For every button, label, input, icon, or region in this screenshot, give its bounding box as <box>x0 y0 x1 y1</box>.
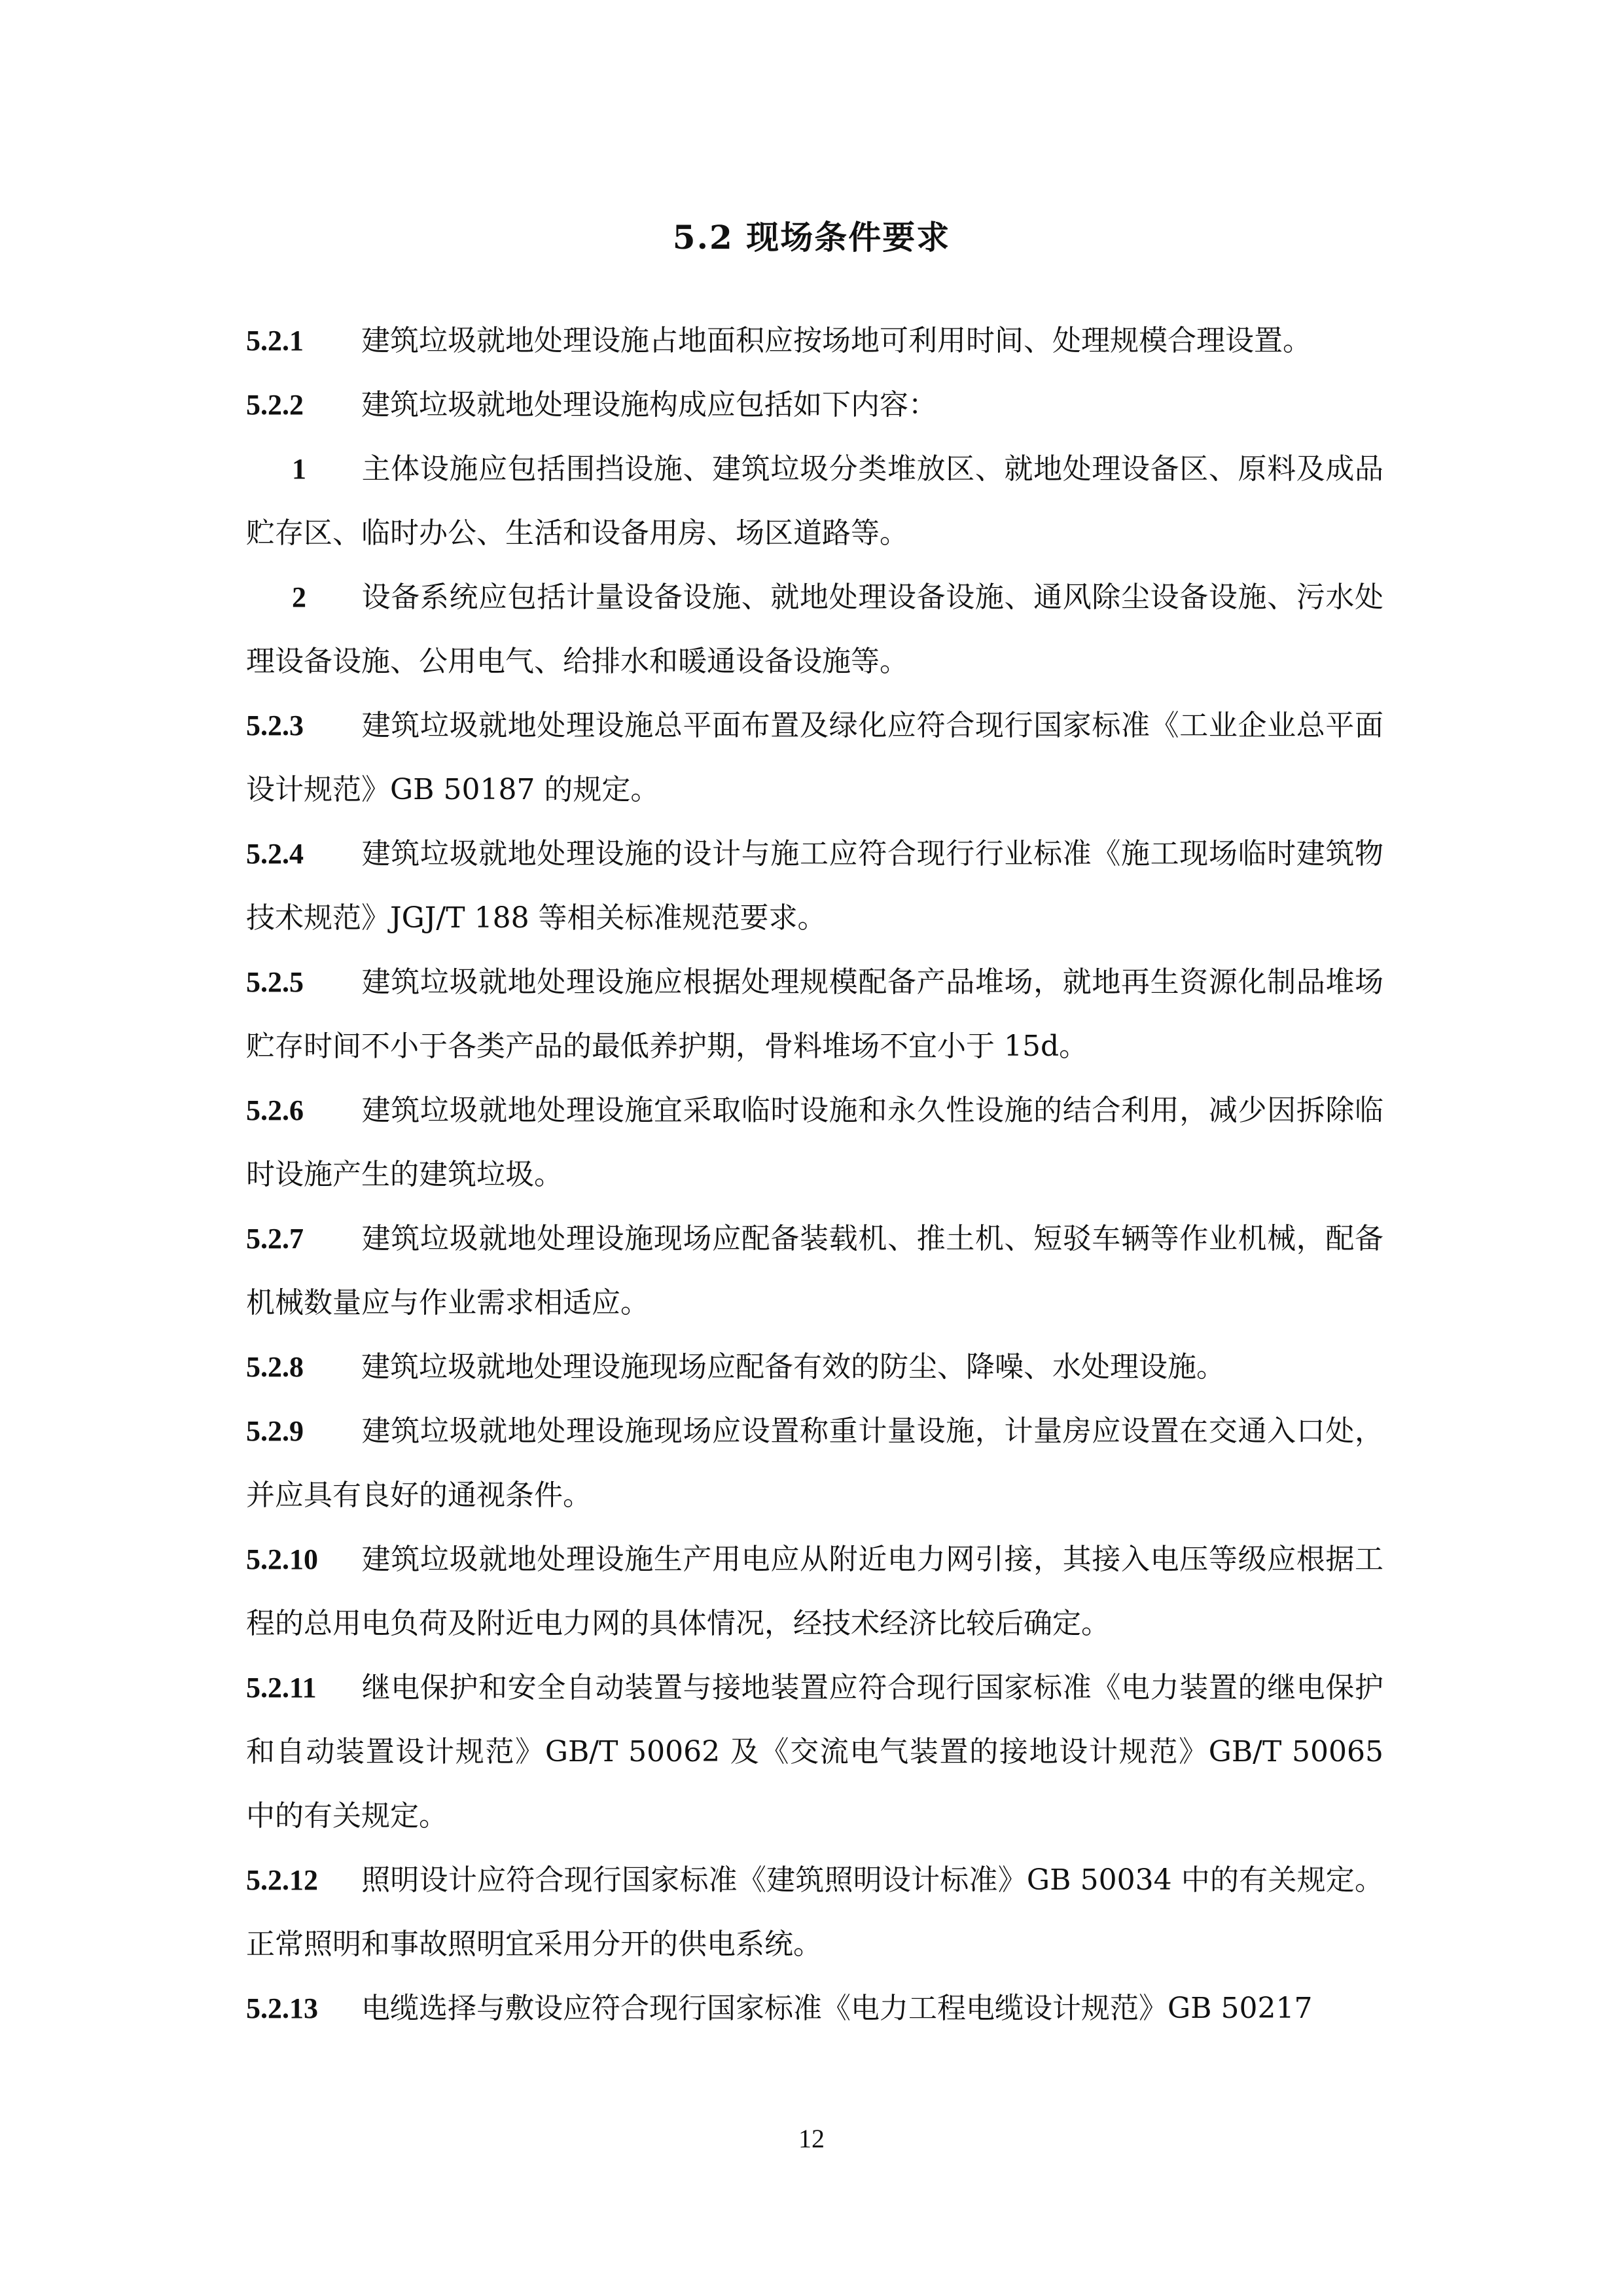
clause-text: 建筑垃圾就地处理设施占地面积应按场地可利用时间、处理规模合理设置。 <box>361 324 1311 357</box>
clause-number: 5.2.11 <box>246 1672 317 1704</box>
clause-5-2-1 <box>246 309 1383 373</box>
clause-5-2-7 <box>246 1207 1383 1335</box>
clause-number: 5.2.5 <box>246 966 304 998</box>
clause-5-2-10 <box>246 1528 1383 1656</box>
clause-5-2-2-item-2 <box>246 565 1383 694</box>
clause-5-2-13 <box>246 1977 1383 2041</box>
clause-number: 5.2.12 <box>246 1864 318 1896</box>
item-number: 1 <box>292 453 306 485</box>
item-number: 2 <box>292 581 306 613</box>
clause-number: 5.2.6 <box>246 1094 304 1126</box>
clause-text: 继电保护和安全自动装置与接地装置应符合现行国家标准《电力装置的继电保护和自动装置设计规范》GB/T 50062 及《交流电气装置的接地设计规范》GB/T 50065 中的有关规定。 <box>246 1671 1383 1833</box>
clause-number: 5.2.7 <box>246 1223 304 1255</box>
clause-text: 建筑垃圾就地处理设施宜采取临时设施和永久性设施的结合利用，减少因拆除临时设施产生的建筑垃圾。 <box>246 1094 1383 1191</box>
clause-number: 5.2.1 <box>246 325 304 357</box>
clause-number: 5.2.13 <box>246 1992 318 2024</box>
clause-number: 5.2.4 <box>246 838 304 870</box>
clause-5-2-5 <box>246 950 1383 1079</box>
clause-number: 5.2.9 <box>246 1415 304 1447</box>
item-text: 主体设施应包括围挡设施、建筑垃圾分类堆放区、就地处理设备区、原料及成品贮存区、临时办公、生活和设备用房、场区道路等。 <box>246 452 1383 550</box>
clause-number: 5.2.3 <box>246 709 304 742</box>
clause-5-2-2 <box>246 373 1383 437</box>
clause-5-2-9 <box>246 1399 1383 1528</box>
clause-text: 建筑垃圾就地处理设施构成应包括如下内容： <box>361 388 937 422</box>
clause-text: 电缆选择与敷设应符合现行国家标准《电力工程电缆设计规范》GB 50217 <box>361 1992 1313 2025</box>
clause-5-2-6 <box>246 1079 1383 1207</box>
item-text: 设备系统应包括计量设备设施、就地处理设备设施、通风除尘设备设施、污水处理设备设施、公用电气、给排水和暖通设备设施等。 <box>246 581 1383 678</box>
clause-text: 建筑垃圾就地处理设施总平面布置及绿化应符合现行国家标准《工业企业总平面设计规范》GB 50187 的规定。 <box>246 709 1383 806</box>
clause-5-2-8 <box>246 1335 1383 1399</box>
clause-5-2-3 <box>246 694 1383 822</box>
clause-text: 照明设计应符合现行国家标准《建筑照明设计标准》GB 50034 中的有关规定。正常照明和事故照明宜采用分开的供电系统。 <box>246 1863 1383 1961</box>
clause-text: 建筑垃圾就地处理设施的设计与施工应符合现行行业标准《施工现场临时建筑物技术规范》JGJ/T 188 等相关标准规范要求。 <box>246 837 1383 935</box>
clause-text: 建筑垃圾就地处理设施现场应配备有效的防尘、降噪、水处理设施。 <box>361 1350 1225 1384</box>
clause-text: 建筑垃圾就地处理设施生产用电应从附近电力网引接，其接入电压等级应根据工程的总用电负荷及附近电力网的具体情况，经技术经济比较后确定。 <box>246 1543 1383 1640</box>
clause-number: 5.2.10 <box>246 1543 318 1575</box>
clause-list <box>246 309 1383 2041</box>
section-title: 5.2 现场条件要求 <box>672 218 951 257</box>
clause-5-2-12 <box>246 1848 1383 1977</box>
clause-number: 5.2.2 <box>246 389 304 421</box>
clause-5-2-2-item-1 <box>246 437 1383 565</box>
clause-5-2-4 <box>246 822 1383 950</box>
clause-number: 5.2.8 <box>246 1351 304 1383</box>
clause-text: 建筑垃圾就地处理设施应根据处理规模配备产品堆场，就地再生资源化制品堆场贮存时间不小于各类产品的最低养护期，骨料堆场不宜小于 15d。 <box>246 965 1383 1063</box>
page-number: 12 <box>798 2124 825 2153</box>
clause-text: 建筑垃圾就地处理设施现场应设置称重计量设施，计量房应设置在交通入口处，并应具有良好的通视条件。 <box>246 1414 1383 1512</box>
clause-5-2-11 <box>246 1656 1383 1848</box>
clause-text: 建筑垃圾就地处理设施现场应配备装载机、推土机、短驳车辆等作业机械，配备机械数量应与作业需求相适应。 <box>246 1222 1383 1319</box>
